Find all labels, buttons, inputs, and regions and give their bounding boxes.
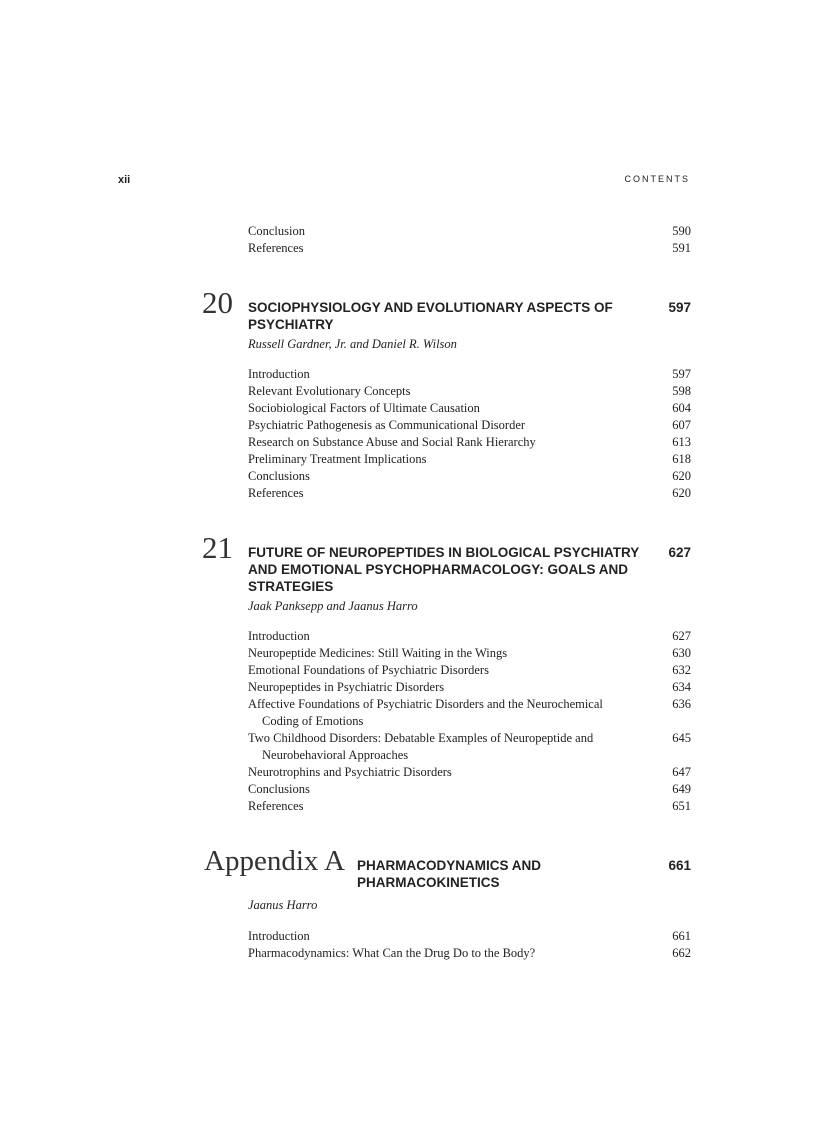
chapter-authors: Jaak Panksepp and Jaanus Harro — [248, 599, 418, 613]
toc-entry[interactable] — [248, 366, 691, 383]
chapter-page: 597 — [668, 300, 691, 315]
chapter-title[interactable] — [248, 299, 648, 333]
toc-entry-title: Psychiatric Pathogenesis as Communicational Disorder — [248, 418, 526, 432]
toc-entry-title: Emotional Foundations of Psychiatric Disorders — [248, 663, 489, 677]
toc-entry[interactable] — [248, 696, 691, 730]
toc-entry[interactable] — [248, 240, 691, 257]
toc-entry-title: Conclusions — [248, 782, 310, 796]
toc-entry-page: 647 — [672, 765, 691, 779]
toc-entry-title-continued: Neurobehavioral Approaches — [262, 748, 409, 762]
toc-entry-page: 613 — [672, 435, 691, 449]
toc-entry-page: 649 — [672, 782, 691, 796]
running-section-title: CONTENTS — [624, 174, 690, 184]
toc-entry[interactable] — [248, 451, 691, 468]
toc-entry-title: References — [248, 799, 304, 813]
toc-entry-page: 590 — [672, 224, 691, 238]
toc-entry[interactable] — [248, 679, 691, 696]
toc-entry-page: 620 — [672, 486, 691, 500]
toc-entry[interactable] — [248, 485, 691, 502]
chapter-title-line: FUTURE OF NEUROPEPTIDES IN BIOLOGICAL PSYCHIATRY — [248, 545, 640, 560]
toc-entry-title: Affective Foundations of Psychiatric Disorders and the Neurochemical — [248, 697, 603, 711]
toc-entry-page: 634 — [672, 680, 691, 694]
toc-entry-title: Relevant Evolutionary Concepts — [248, 384, 411, 398]
toc-entry-title: References — [248, 486, 304, 500]
chapter-title-line: STRATEGIES — [248, 579, 334, 594]
toc-entry[interactable] — [248, 468, 691, 485]
toc-entry-title: Neuropeptides in Psychiatric Disorders — [248, 680, 445, 694]
toc-entry[interactable] — [248, 383, 691, 400]
toc-entry-title: Sociobiological Factors of Ultimate Causation — [248, 401, 480, 415]
toc-entry-page: 620 — [672, 469, 691, 483]
chapter-title[interactable] — [248, 544, 648, 595]
toc-entry[interactable] — [248, 798, 691, 815]
appendix-authors: Jaanus Harro — [248, 898, 318, 912]
toc-entry-page: 618 — [672, 452, 691, 466]
toc-entry[interactable] — [248, 662, 691, 679]
toc-entry-title: Neuropeptide Medicines: Still Waiting in the Wings — [248, 646, 508, 660]
toc-entry-page: 607 — [672, 418, 691, 432]
chapter-page: 627 — [668, 545, 691, 560]
chapter-title-line: PSYCHIATRY — [248, 317, 334, 332]
toc-entry-title: Neurotrophins and Psychiatric Disorders — [248, 765, 452, 779]
toc-entry-page: 632 — [672, 663, 691, 677]
toc-entry[interactable] — [248, 945, 691, 962]
toc-entry[interactable] — [248, 434, 691, 451]
toc-entry[interactable] — [248, 645, 691, 662]
appendix-label: Appendix A — [204, 845, 345, 877]
chapter-number: 20 — [202, 285, 233, 320]
toc-entry-title: Pharmacodynamics: What Can the Drug Do to the Body? — [248, 946, 536, 960]
toc-entry-page: 630 — [672, 646, 691, 660]
toc-entry-page: 597 — [672, 367, 691, 381]
running-head — [0, 174, 816, 188]
chapter-number: 21 — [202, 530, 233, 565]
chapter-title-line: SOCIOPHYSIOLOGY AND EVOLUTIONARY ASPECTS OF — [248, 300, 613, 315]
toc-entry-title: Conclusions — [248, 469, 310, 483]
appendix-page: 661 — [668, 858, 691, 873]
appendix-title-line: PHARMACODYNAMICS AND — [357, 858, 541, 873]
toc-entry-page: 604 — [672, 401, 691, 415]
toc-entry-title: References — [248, 241, 304, 255]
toc-entry[interactable] — [248, 764, 691, 781]
toc-entry-title: Research on Substance Abuse and Social Rank Hierarchy — [248, 435, 536, 449]
toc-entry-page: 627 — [672, 629, 691, 643]
toc-entry[interactable] — [248, 628, 691, 645]
toc-entry-page: 591 — [672, 241, 691, 255]
toc-entry-title: Preliminary Treatment Implications — [248, 452, 427, 466]
toc-entry[interactable] — [248, 781, 691, 798]
toc-entry-page: 645 — [672, 731, 691, 745]
chapter-authors: Russell Gardner, Jr. and Daniel R. Wilson — [248, 337, 457, 351]
toc-entry-title: Conclusion — [248, 224, 305, 238]
toc-entry[interactable] — [248, 730, 691, 764]
toc-entry-title: Introduction — [248, 367, 310, 381]
toc-entry-page: 661 — [672, 929, 691, 943]
toc-entry[interactable] — [248, 400, 691, 417]
toc-entry-page: 598 — [672, 384, 691, 398]
toc-entry[interactable] — [248, 928, 691, 945]
toc-entry-page: 636 — [672, 697, 691, 711]
page-folio: xii — [118, 174, 131, 186]
appendix-title-line: PHARMACOKINETICS — [357, 875, 500, 890]
toc-entry-title: Two Childhood Disorders: Debatable Examples of Neuropeptide and — [248, 731, 594, 745]
toc-entry[interactable] — [248, 417, 691, 434]
chapter-title-line: AND EMOTIONAL PSYCHOPHARMACOLOGY: GOALS AND — [248, 562, 629, 577]
toc-entry-title: Introduction — [248, 929, 310, 943]
appendix-title[interactable] — [357, 857, 577, 891]
toc-entry[interactable] — [248, 223, 691, 240]
toc-entry-title-continued: Coding of Emotions — [262, 714, 364, 728]
toc-entry-page: 651 — [672, 799, 691, 813]
toc-entry-page: 662 — [672, 946, 691, 960]
toc-entry-title: Introduction — [248, 629, 310, 643]
